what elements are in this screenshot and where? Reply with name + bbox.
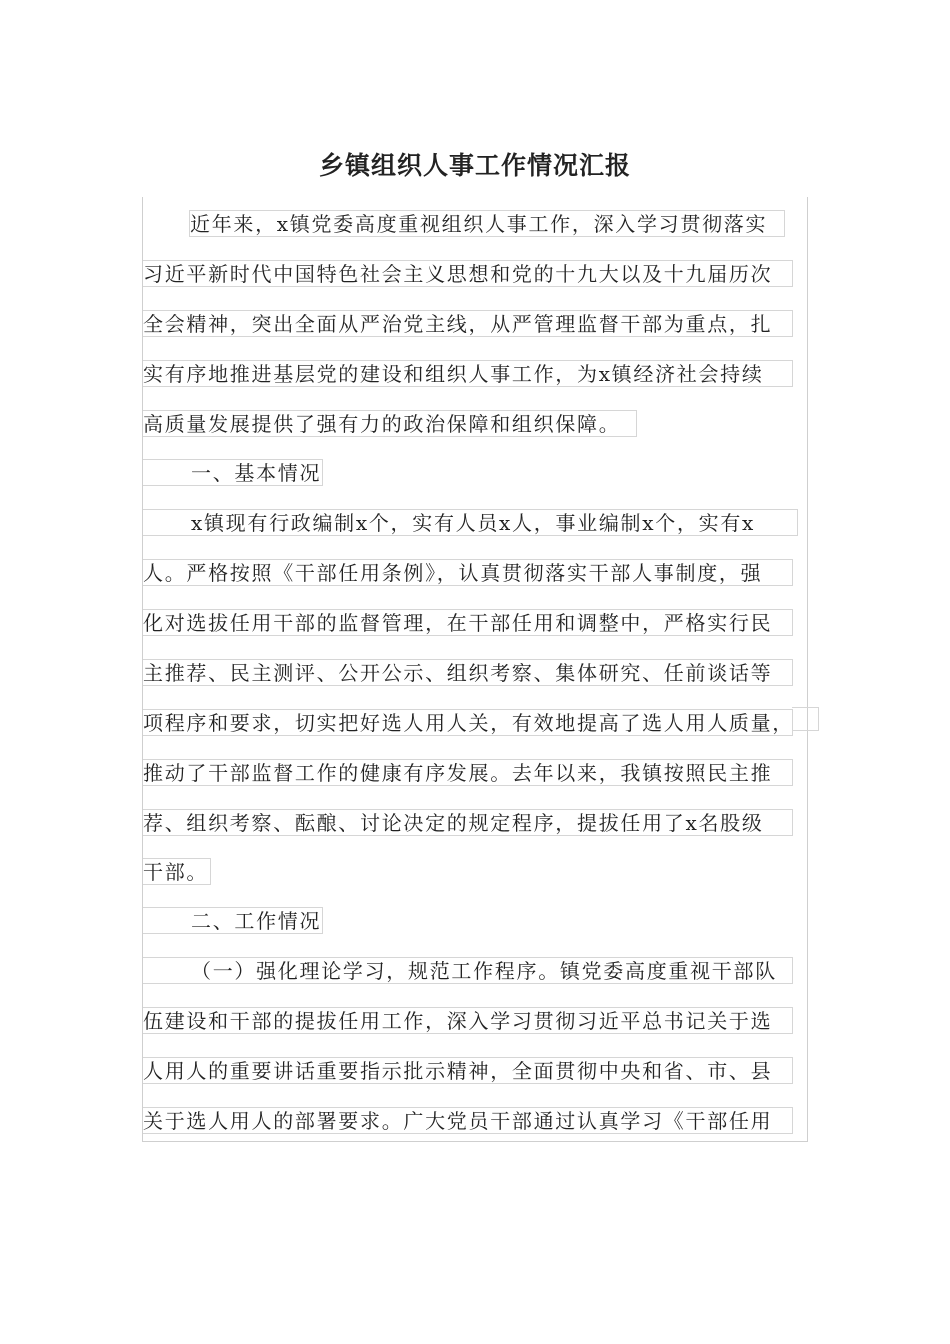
- text-line: 实有序地推进基层党的建设和组织人事工作，为x镇经济社会持续: [143, 360, 793, 387]
- text-line: 近年来，x镇党委高度重视组织人事工作，深入学习贯彻落实: [189, 210, 785, 237]
- document-title: 乡镇组织人事工作情况汇报: [318, 151, 631, 180]
- text-line: 干部。: [143, 858, 211, 885]
- text-line: 高质量发展提供了强有力的政治保障和组织保障。: [143, 410, 637, 437]
- text-line: 主推荐、民主测评、公开公示、组织考察、集体研究、任前谈话等: [143, 659, 793, 686]
- text-line: 习近平新时代中国特色社会主义思想和党的十九大以及十九届历次: [143, 260, 793, 287]
- text-line: x镇现有行政编制x个，实有人员x人，事业编制x个，实有x: [143, 509, 798, 536]
- text-line: 项程序和要求，切实把好选人用人关，有效地提高了选人用人质量，: [143, 711, 794, 735]
- text-line: 荐、组织考察、酝酿、讨论决定的规定程序，提拔任用了x名股级: [143, 809, 793, 836]
- line-overflow-box: [792, 707, 819, 731]
- text-line: 推动了干部监督工作的健康有序发展。去年以来，我镇按照民主推: [143, 759, 793, 786]
- text-line: 人。严格按照《干部任用条例》，认真贯彻落实干部人事制度，强: [143, 559, 793, 586]
- section-heading: 一、基本情况: [143, 459, 323, 486]
- text-line: 关于选人用人的部署要求。广大党员干部通过认真学习《干部任用: [143, 1107, 793, 1134]
- text-line: 伍建设和干部的提拔任用工作，深入学习贯彻习近平总书记关于选: [143, 1007, 793, 1034]
- text-line: 化对选拔任用干部的监督管理，在干部任用和调整中，严格实行民: [143, 609, 793, 636]
- text-line: 全会精神，突出全面从严治党主线，从严管理监督干部为重点，扎: [143, 310, 793, 337]
- text-line: 人用人的重要讲话重要指示批示精神，全面贯彻中央和省、市、县: [143, 1057, 793, 1084]
- text-line: （一）强化理论学习，规范工作程序。镇党委高度重视干部队: [143, 957, 793, 984]
- section-heading: 二、工作情况: [143, 907, 323, 934]
